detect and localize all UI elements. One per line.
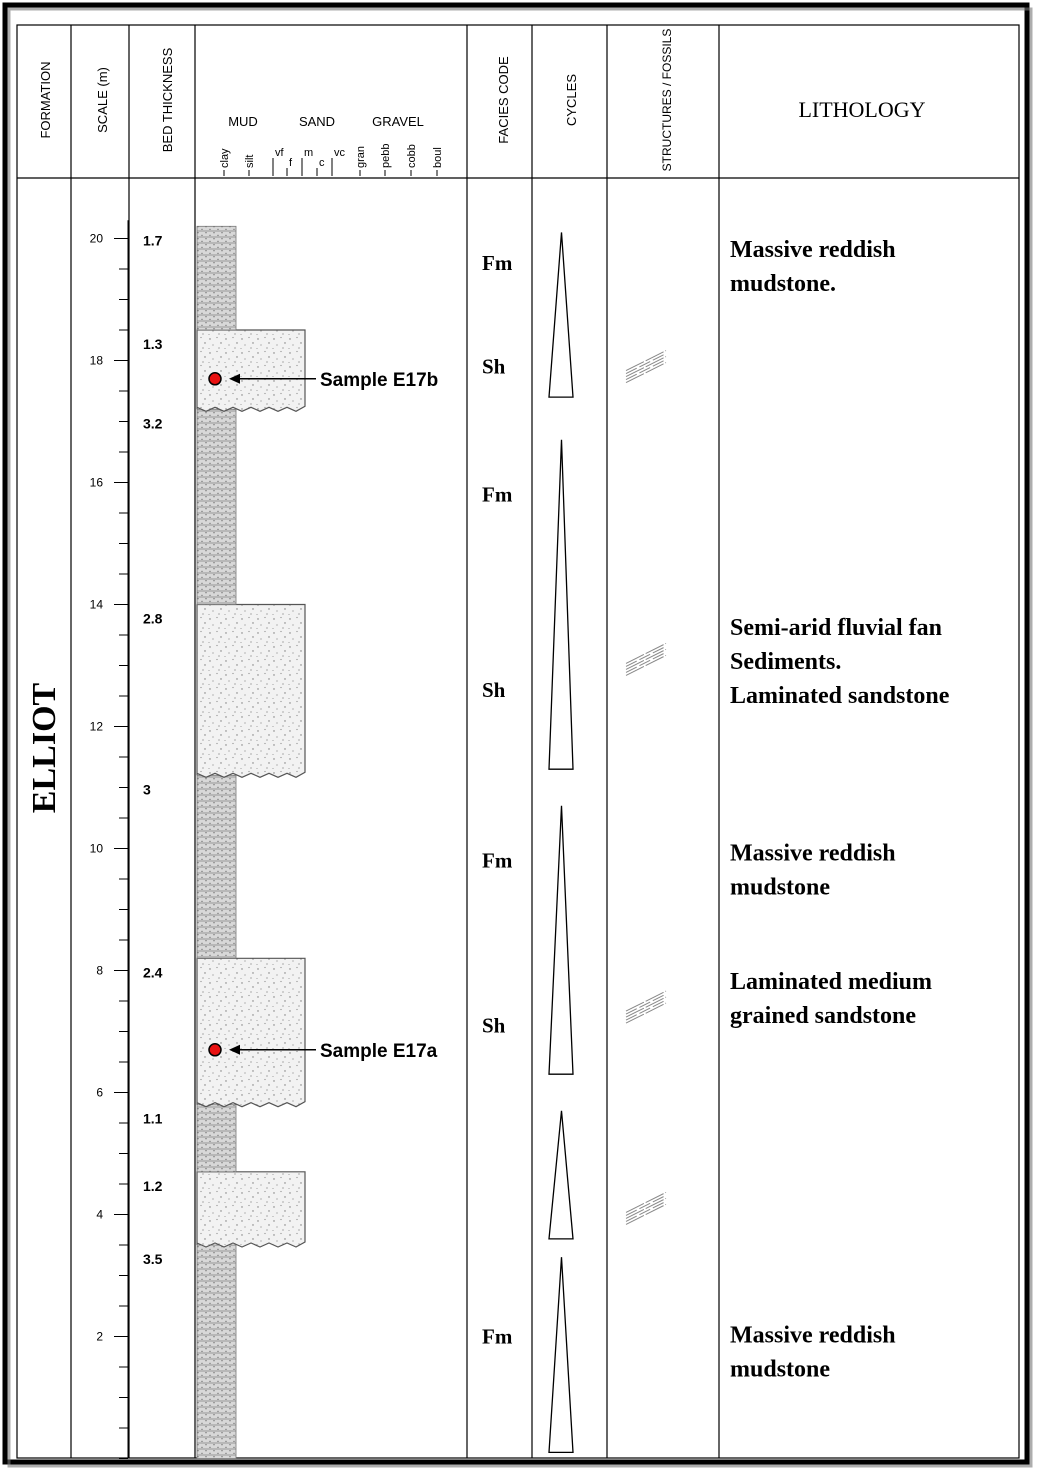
grain-size-label: f <box>289 157 293 169</box>
scale-tick-label: 18 <box>89 353 103 368</box>
sandstone-bed <box>197 1172 305 1247</box>
grain-class-label: GRAVEL <box>372 114 424 129</box>
lithology-note-line: Massive reddish <box>730 236 896 263</box>
sandstone-bed <box>197 605 305 778</box>
facies-code: Sh <box>482 1013 506 1038</box>
header-lithology: LITHOLOGY <box>798 97 926 122</box>
header-structures: STRUCTURES / FOSSILS <box>660 28 674 172</box>
grain-class-label: MUD <box>228 114 258 129</box>
bed-thickness-label: 1.3 <box>143 336 163 352</box>
scale-tick-label: 14 <box>89 597 103 612</box>
scale-tick-label: 16 <box>89 475 103 490</box>
facies-code: Fm <box>482 250 513 275</box>
mudstone-bed <box>197 226 236 330</box>
lithology-note-line: Massive reddish <box>730 840 896 867</box>
lithology-note-line: mudstone <box>730 874 831 901</box>
grain-size-label: vc <box>334 147 345 159</box>
bed-thickness-label: 3.5 <box>143 1251 163 1267</box>
formation-name: ELLIOT <box>26 682 63 814</box>
header-cycles: CYCLES <box>564 73 579 127</box>
bed-thickness-label: 3.2 <box>143 415 163 432</box>
header-scale: SCALE (m) <box>95 67 110 133</box>
bed-thickness-label: 2.8 <box>143 610 163 627</box>
scale-tick-label: 2 <box>96 1329 103 1344</box>
bed-thickness-label: 1.7 <box>143 232 163 249</box>
mudstone-bed <box>197 1105 236 1172</box>
lithology-note-line: grained sandstone <box>730 1002 917 1029</box>
scale-tick-label: 6 <box>96 1085 103 1100</box>
sample-label: Sample E17b <box>320 369 439 391</box>
grain-size-label: silt <box>244 154 256 168</box>
lithology-note-line: Laminated medium <box>730 968 933 995</box>
header-facies-code: FACIES CODE <box>496 56 511 144</box>
lithology-note-line: Massive reddish <box>730 1322 896 1349</box>
sample-dot <box>209 1044 221 1056</box>
facies-code: Fm <box>482 1324 513 1349</box>
facies-code: Fm <box>482 482 513 507</box>
sandstone-bed <box>197 958 305 1106</box>
grain-size-label: m <box>304 147 314 159</box>
sample-label: Sample E17a <box>320 1040 438 1062</box>
grain-class-label: SAND <box>298 114 336 129</box>
header-bed-thickness: BED THICKNESS <box>160 47 175 153</box>
mudstone-bed <box>197 1245 236 1459</box>
grain-size-label: c <box>319 157 325 169</box>
sample-dot <box>209 373 221 385</box>
lithology-note-line: mudstone <box>730 1356 831 1383</box>
scale-tick-label: 4 <box>96 1207 103 1222</box>
bed-thickness-label: 3 <box>143 781 151 798</box>
sandstone-bed <box>197 330 305 411</box>
mudstone-bed <box>197 775 236 958</box>
grain-size-label: clay <box>219 148 231 168</box>
bed-thickness-label: 2.4 <box>143 964 163 981</box>
grain-size-label: vf <box>275 147 284 159</box>
scale-tick-label: 8 <box>96 963 103 978</box>
grain-size-label: pebb <box>380 143 392 168</box>
scale-tick-label: 10 <box>89 841 103 856</box>
lithology-note-line: Sediments. <box>730 649 842 675</box>
lithology-note-line: Semi-arid fluvial fan <box>730 615 943 641</box>
header-formation: FORMATION <box>38 61 53 139</box>
lithology-note-line: mudstone. <box>730 270 837 297</box>
lithology-note-line: Laminated sandstone <box>730 683 950 709</box>
grain-size-label: boul <box>432 147 444 168</box>
bed-thickness-label: 1.2 <box>143 1177 163 1194</box>
grain-size-label: cobb <box>406 144 418 168</box>
scale-tick-label: 12 <box>89 719 103 734</box>
facies-code: Fm <box>482 848 513 873</box>
facies-code: Sh <box>482 354 506 379</box>
mudstone-bed <box>197 409 236 604</box>
facies-code: Sh <box>482 677 506 702</box>
scale-tick-label: 20 <box>89 231 103 246</box>
outer-frame <box>5 5 1027 1462</box>
grain-size-label: gran <box>355 145 367 168</box>
bed-thickness-label: 1.1 <box>143 1110 163 1127</box>
